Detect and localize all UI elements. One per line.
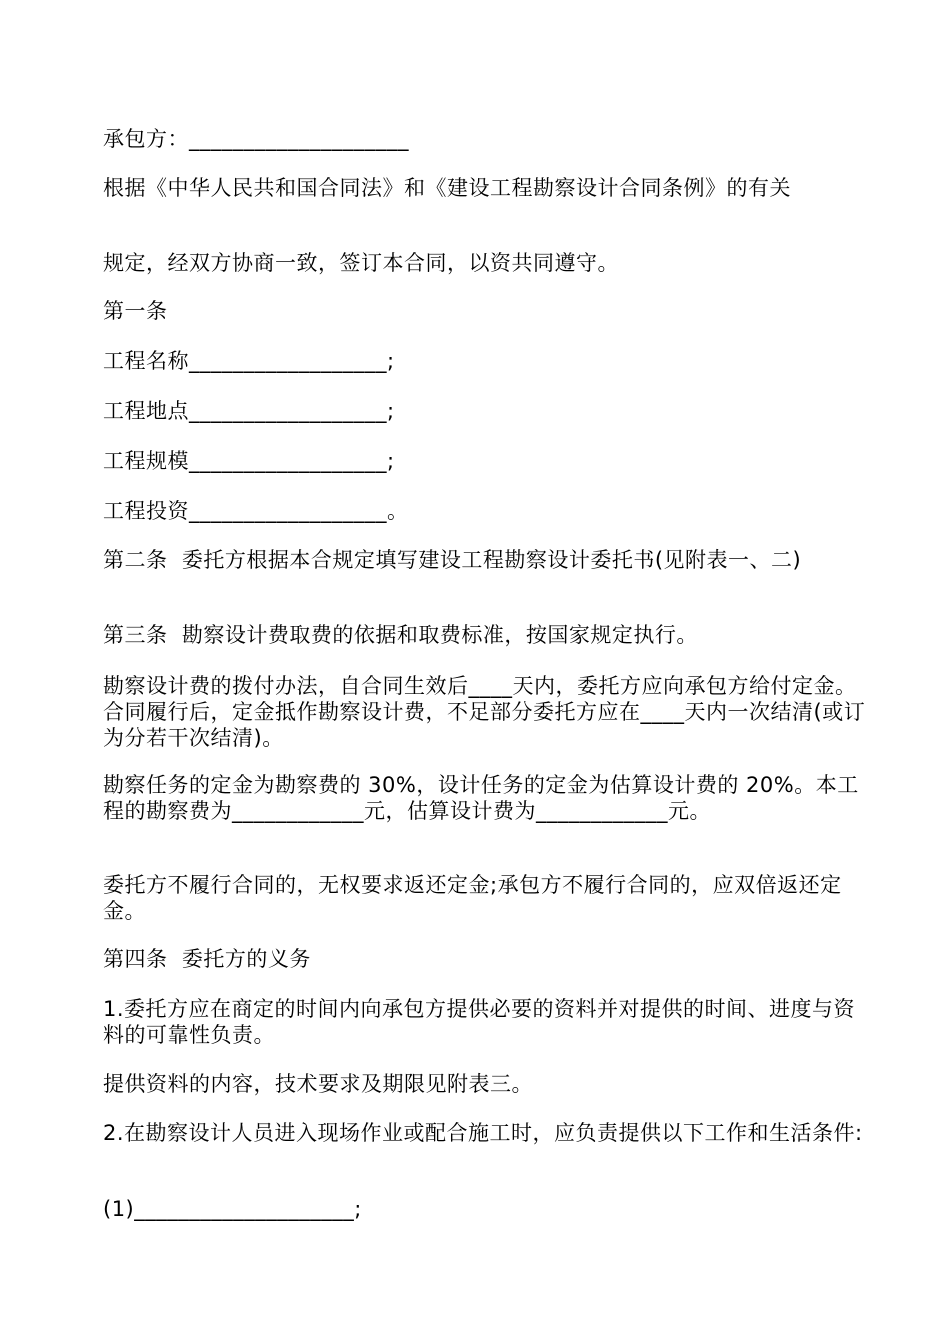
- materials-paragraph: 提供资料的内容，技术要求及期限见附表三。: [103, 1072, 533, 1096]
- agreement-paragraph: 规定，经双方协商一致，签订本合同，以资共同遵守。: [103, 251, 619, 275]
- contractor-party-line: 承包方：____________________: [103, 127, 409, 151]
- deposit-paragraph: 勘察任务的定金为勘察费的 30%，设计任务的定金为估算设计费的 20%。本工程的勘察费为____________元，估算设计费为____________元。: [103, 773, 859, 823]
- article-two-paragraph: 第二条 委托方根据本合规定填写建设工程勘察设计委托书(见附表一、二): [103, 548, 802, 572]
- obligation-one-paragraph: 1.委托方应在商定的时间内向承包方提供必要的资料并对提供的时间、进度与资料的可靠性负责。: [103, 997, 856, 1047]
- project-location-line: 工程地点__________________;: [103, 399, 395, 423]
- obligation-two-paragraph: 2.在勘察设计人员进入现场作业或配合施工时，应负责提供以下工作和生活条件:: [103, 1121, 863, 1145]
- article-one-heading: 第一条: [103, 299, 168, 323]
- condition-item-one: (1)____________________;: [103, 1197, 362, 1221]
- legal-basis-paragraph: 根据《中华人民共和国合同法》和《建设工程勘察设计合同条例》的有关: [103, 176, 791, 200]
- project-scale-line: 工程规模__________________;: [103, 449, 395, 473]
- project-investment-line: 工程投资__________________。: [103, 499, 409, 523]
- fee-payment-paragraph: 勘察设计费的拨付办法，自合同生效后____天内，委托方应向承包方给付定金。合同履行后，定金抵作勘察设计费，不足部分委托方应在____天内一次结清(或订为分若干次结清)。: [103, 674, 866, 750]
- project-name-line: 工程名称__________________;: [103, 349, 395, 373]
- deposit-return-paragraph: 委托方不履行合同的，无权要求返还定金;承包方不履行合同的，应双倍返还定金。: [103, 873, 842, 923]
- article-four-heading: 第四条 委托方的义务: [103, 947, 311, 971]
- article-three-paragraph: 第三条 勘察设计费取费的依据和取费标准，按国家规定执行。: [103, 623, 698, 647]
